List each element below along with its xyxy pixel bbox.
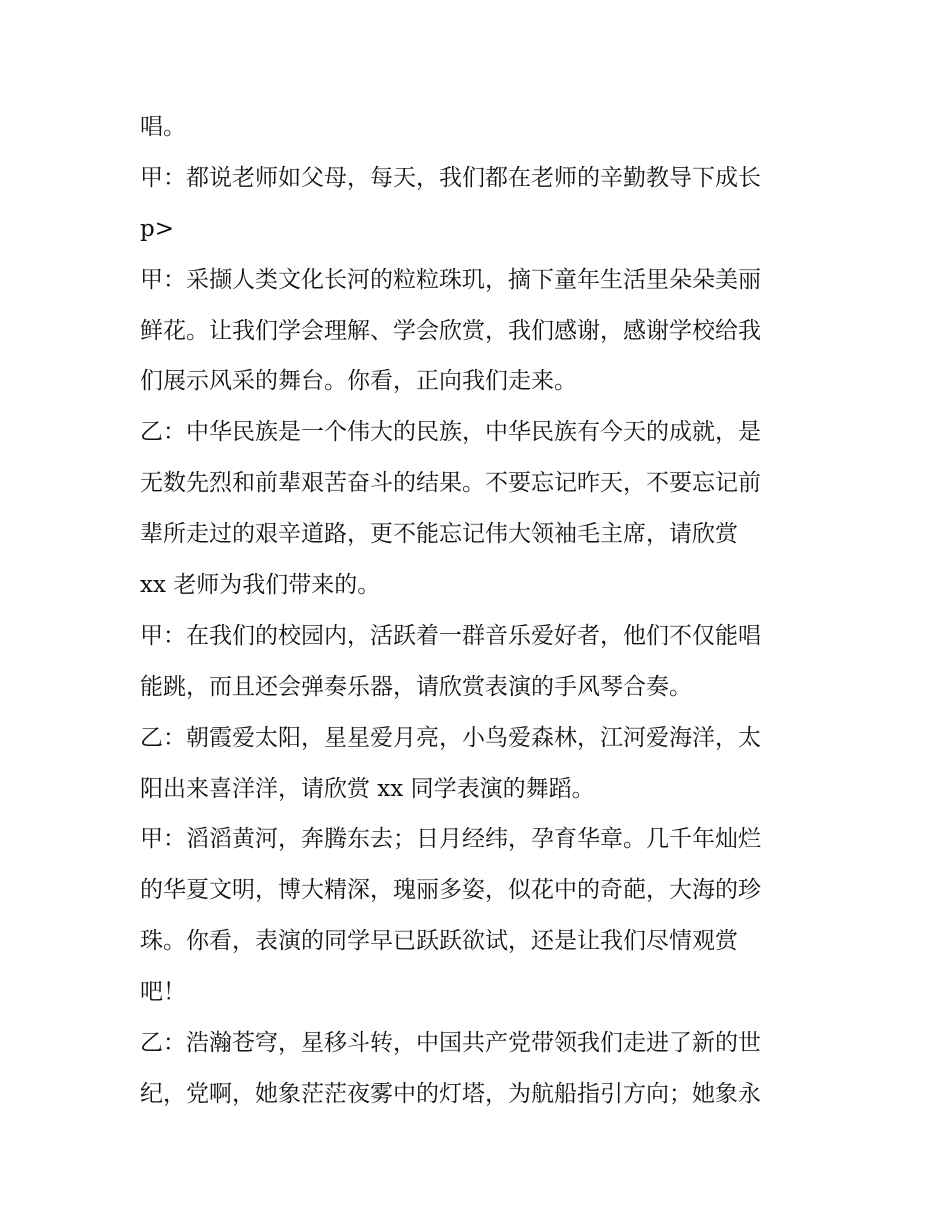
text-line: 唱。 [140,114,186,140]
text-line: 无数先烈和前辈艰苦奋斗的结果。不要忘记昨天，不要忘记前 [140,470,761,497]
text-line: p> [140,215,174,242]
text-line: xx 老师为我们带来的。 [140,572,381,599]
text-line: 能跳，而且还会弹奏乐器，请欣赏表演的手风琴合奏。 [140,673,692,700]
text-line: 乙：浩瀚苍穹，星移斗转，中国共产党带领我们走进了新的世 [140,1030,761,1057]
text-line: 甲：滔滔黄河，奔腾东去；日月经纬，孕育华章。几千年灿烂 [140,826,761,853]
text-line: 甲：在我们的校园内，活跃着一群音乐爱好者，他们不仅能唱 [140,622,761,649]
text-line: 乙：朝霞爱太阳，星星爱月亮，小鸟爱森林，江河爱海洋，太 [140,724,761,751]
text-line: 鲜花。让我们学会理解、学会欣赏，我们感谢，感谢学校给我 [140,317,761,344]
text-line: 的华夏文明，博大精深，瑰丽多姿，似花中的奇葩，大海的珍 [140,877,761,904]
text-line: 纪，党啊，她象茫茫夜雾中的灯塔，为航船指引方向；她象永 [140,1080,761,1107]
document-body [140,102,820,1120]
text-line: 珠。你看，表演的同学早已跃跃欲试，还是让我们尽情观赏 [140,928,738,955]
text-line: 甲：采撷人类文化长河的粒粒珠玑，摘下童年生活里朵朵美丽 [140,266,761,293]
text-line: 辈所走过的艰辛道路，更不能忘记伟大领袖毛主席，请欣赏 [140,521,738,548]
text-line: 们展示风采的舞台。你看，正向我们走来。 [140,368,577,395]
text-line: 阳出来喜洋洋，请欣赏 xx 同学表演的舞蹈。 [140,775,595,802]
text-line: 甲：都说老师如父母，每天，我们都在老师的辛勤教导下成长 [140,164,761,191]
text-line: 乙：中华民族是一个伟大的民族，中华民族有今天的成就，是 [140,419,761,446]
text-line: 吧！ [140,979,186,1006]
